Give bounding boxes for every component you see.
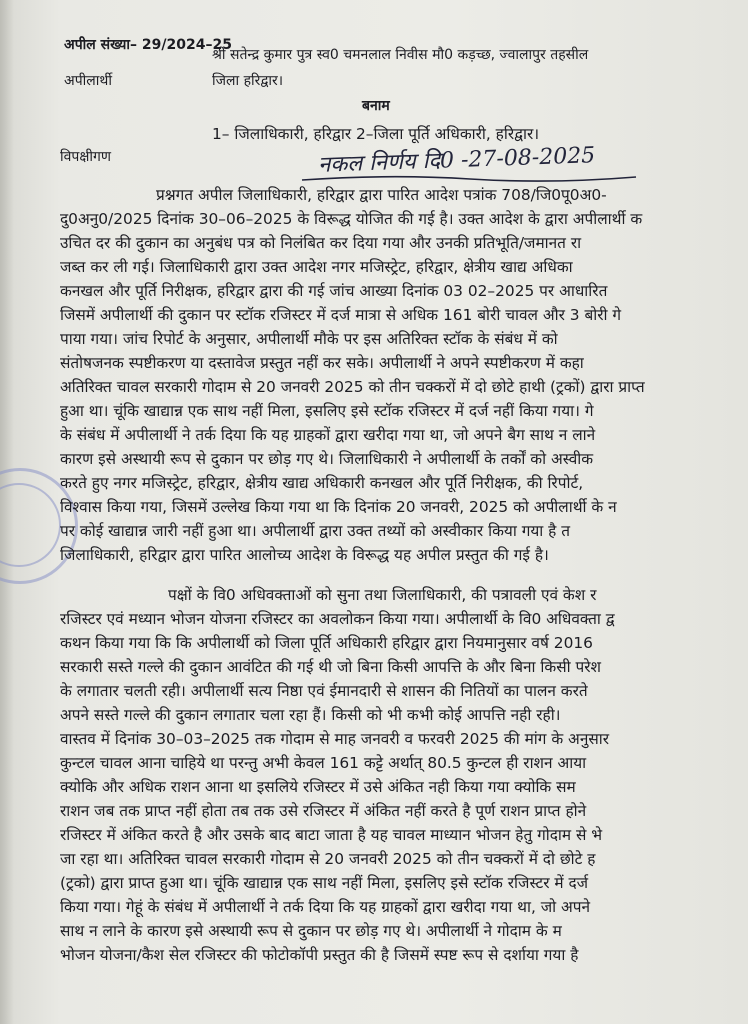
respondents-list: 1– जिलाधिकारी, हरिद्वार 2–जिला पूर्ति अधिकारी, हरिद्वार।: [212, 125, 540, 143]
text-line: के संबंध में अपीलार्थी ने तर्क दिया कि यह ग्राहकों द्वारा खरीदा गया था, जो अपने बैग साथ न लाने: [60, 426, 596, 444]
text-line: संतोषजनक स्पष्टीकरण या दस्तावेज प्रस्तुत नहीं कर सके। अपीलार्थी ने अपने स्पष्टीकरण में कहा: [60, 354, 584, 372]
text-line: हुआ था। चूंकि खाद्यान्न एक साथ नहीं मिला, इसलिए इसे स्टॉक रजिस्टर में दर्ज नहीं किया गया। गे: [60, 402, 594, 420]
text-line: अपने सस्ते गल्ले की दुकान लगातार चला रहा हैं। किसी को भी कभी कोई आपत्ति नही रही।: [60, 706, 561, 724]
text-line: जिसमें अपीलार्थी की दुकान पर स्टॉक रजिस्टर में दर्ज मात्रा से अधिक 161 बोरी चावल और 3 बोरी गे: [60, 306, 622, 324]
text-line: (ट्रको) द्वारा प्राप्त हुआ था। चूंकि खाद्यान्न एक साथ नहीं मिला, इसलिए इसे स्टॉक रजिस्टर में दर्ज: [60, 874, 589, 892]
text-line: पक्षों के वि0 अधिवक्ताओं को सुना तथा जिलाधिकारी, की पत्रावली एवं केश र: [168, 586, 597, 604]
text-line: राशन जब तक प्राप्त नहीं होता तब तक उसे रजिस्टर में अंकित नहीं करते है पूर्ण राशन प्राप्त होने: [60, 802, 587, 820]
text-line: अतिरिक्त चावल सरकारी गोदाम से 20 जनवरी 2025 को तीन चक्करों में दो छोटे हाथी (ट्रकों) द्वारा प्राप्त: [60, 378, 645, 396]
text-line: जिलाधिकारी, हरिद्वार द्वारा पारित आलोच्य आदेश के विरूद्ध यह अपील प्रस्तुत की गई है।: [60, 546, 549, 564]
text-line: रजिस्टर में अंकित करते है और उसके बाद बाटा जाता है यह चावल माध्यान भोजन हेतु गोदाम से भे: [60, 826, 603, 844]
handwritten-copy-note: नकल निर्णय दि0 -27-08-2025: [317, 143, 596, 178]
text-line: विश्वास किया गया, जिसमें उल्लेख किया गया था कि दिनांक 20 जनवरी, 2025 को अपीलार्थी के न: [60, 498, 617, 516]
text-line: कथन किया गया कि कि अपीलार्थी को जिला पूर्ति अधिकारी हरिद्वार द्वारा नियमानुसार वर्ष 2016: [60, 634, 593, 652]
appellant-label: अपीलार्थी: [64, 73, 112, 89]
text-line: कुन्टल चावल आना चाहिये था परन्तु अभी केवल 161 कट्टे अर्थात् 80.5 कुन्टल ही राशन आया: [60, 754, 587, 772]
respondent-label: विपक्षीगण: [60, 149, 112, 165]
text-line: भोजन योजना/कैश सेल रजिस्टर की फोटोकॉपी प्रस्तुत की है जिसमें स्पष्ट रूप से दर्शाया गया है: [60, 946, 579, 964]
text-line: दु0अनु0/2025 दिनांक 30–06–2025 के विरूद्ध योजित की गई है। उक्त आदेश के द्वारा अपीलार्थी क: [60, 210, 643, 228]
text-line: साथ न लाने के कारण इसे अस्थायी रूप से दुकान पर छोड़ गए थे। अपीलार्थी ने गोदाम के म: [60, 922, 562, 940]
text-line: के लगातार चलती रही। अपीलार्थी सत्य निष्ठा एवं ईमानदारी से शासन की नितियों का पालन करते: [60, 682, 588, 700]
text-line: कनखल और पूर्ति निरीक्षक, हरिद्वार द्वारा की गई जांच आख्या दिनांक 03 02–2025 पर आधारित: [60, 282, 608, 300]
text-line: वास्तव में दिनांक 30–03–2025 तक गोदाम से माह जनवरी व फरवरी 2025 की मांग के अनुसार: [60, 730, 610, 748]
versus-heading: बनाम: [362, 98, 390, 114]
text-line: पर कोई खाद्यान्न जारी नहीं हुआ था। अपीलार्थी द्वारा उक्त तथ्यों को अस्वीकार किया गया है त: [60, 522, 571, 540]
appellant-line-1: श्री सतेन्द्र कुमार पुत्र स्व0 चमनलाल निवीस मौ0 कड़च्छ, ज्वालापुर तहसील: [212, 47, 589, 63]
text-line: क्योकि और अधिक राशन आना था इसलिये रजिस्टर में उसे अंकित नही किया गया क्योकि सम: [60, 778, 576, 796]
text-line: प्रश्नगत अपील जिलाधिकारी, हरिद्वार द्वारा पारित आदेश पत्रांक 708/जि0पू0अ0-: [156, 186, 607, 204]
text-line: रजिस्टर एवं मध्यान भोजन योजना रजिस्टर का अवलोकन किया गया। अपीलार्थी के वि0 अधिवक्ता द्व: [60, 610, 615, 628]
text-line: उचित दर की दुकान का अनुबंध पत्र को निलंबित कर दिया गया और उनकी प्रतिभूति/जमानत रा: [60, 234, 582, 252]
appeal-number: अपील संख्या– 29/2024–25: [64, 37, 232, 53]
appellant-line-2: जिला हरिद्वार।: [212, 73, 284, 89]
text-line: पाया गया। जांच रिपोर्ट के अनुसार, अपीलार्थी मौके पर इस अतिरिक्त स्टॉक के संबंध में को: [60, 330, 558, 348]
text-line: करते हुए नगर मजिस्ट्रेट, हरिद्वार, क्षेत्रीय खाद्य अधिकारी कनखल और पूर्ति निरीक्षक, की रिपोर्ट,: [60, 474, 584, 492]
text-line: सरकारी सस्ते गल्ले की दुकान आवंटित की गई थी जो बिना किसी आपत्ति के और बिना किसी परेश: [60, 658, 601, 676]
text-line: जब्त कर ली गई। जिलाधिकारी द्वारा उक्त आदेश नगर मजिस्ट्रेट, हरिद्वार, क्षेत्रीय खाद्य अधिका: [60, 258, 573, 276]
text-line: कारण इसे अस्थायी रूप से दुकान पर छोड़ गए थे। जिलाधिकारी ने अपीलार्थी के तर्कों को अस्वीक: [60, 450, 594, 468]
text-line: जा रहा था। अतिरिक्त चावल सरकारी गोदाम से 20 जनवरी 2025 को तीन चक्करों में दो छोटे ह: [60, 850, 596, 868]
text-line: किया गया। गेहूं के संबंध में अपीलार्थी ने तर्क दिया कि यह ग्राहकों द्वारा खरीदा गया था, जो अपने: [60, 898, 591, 916]
